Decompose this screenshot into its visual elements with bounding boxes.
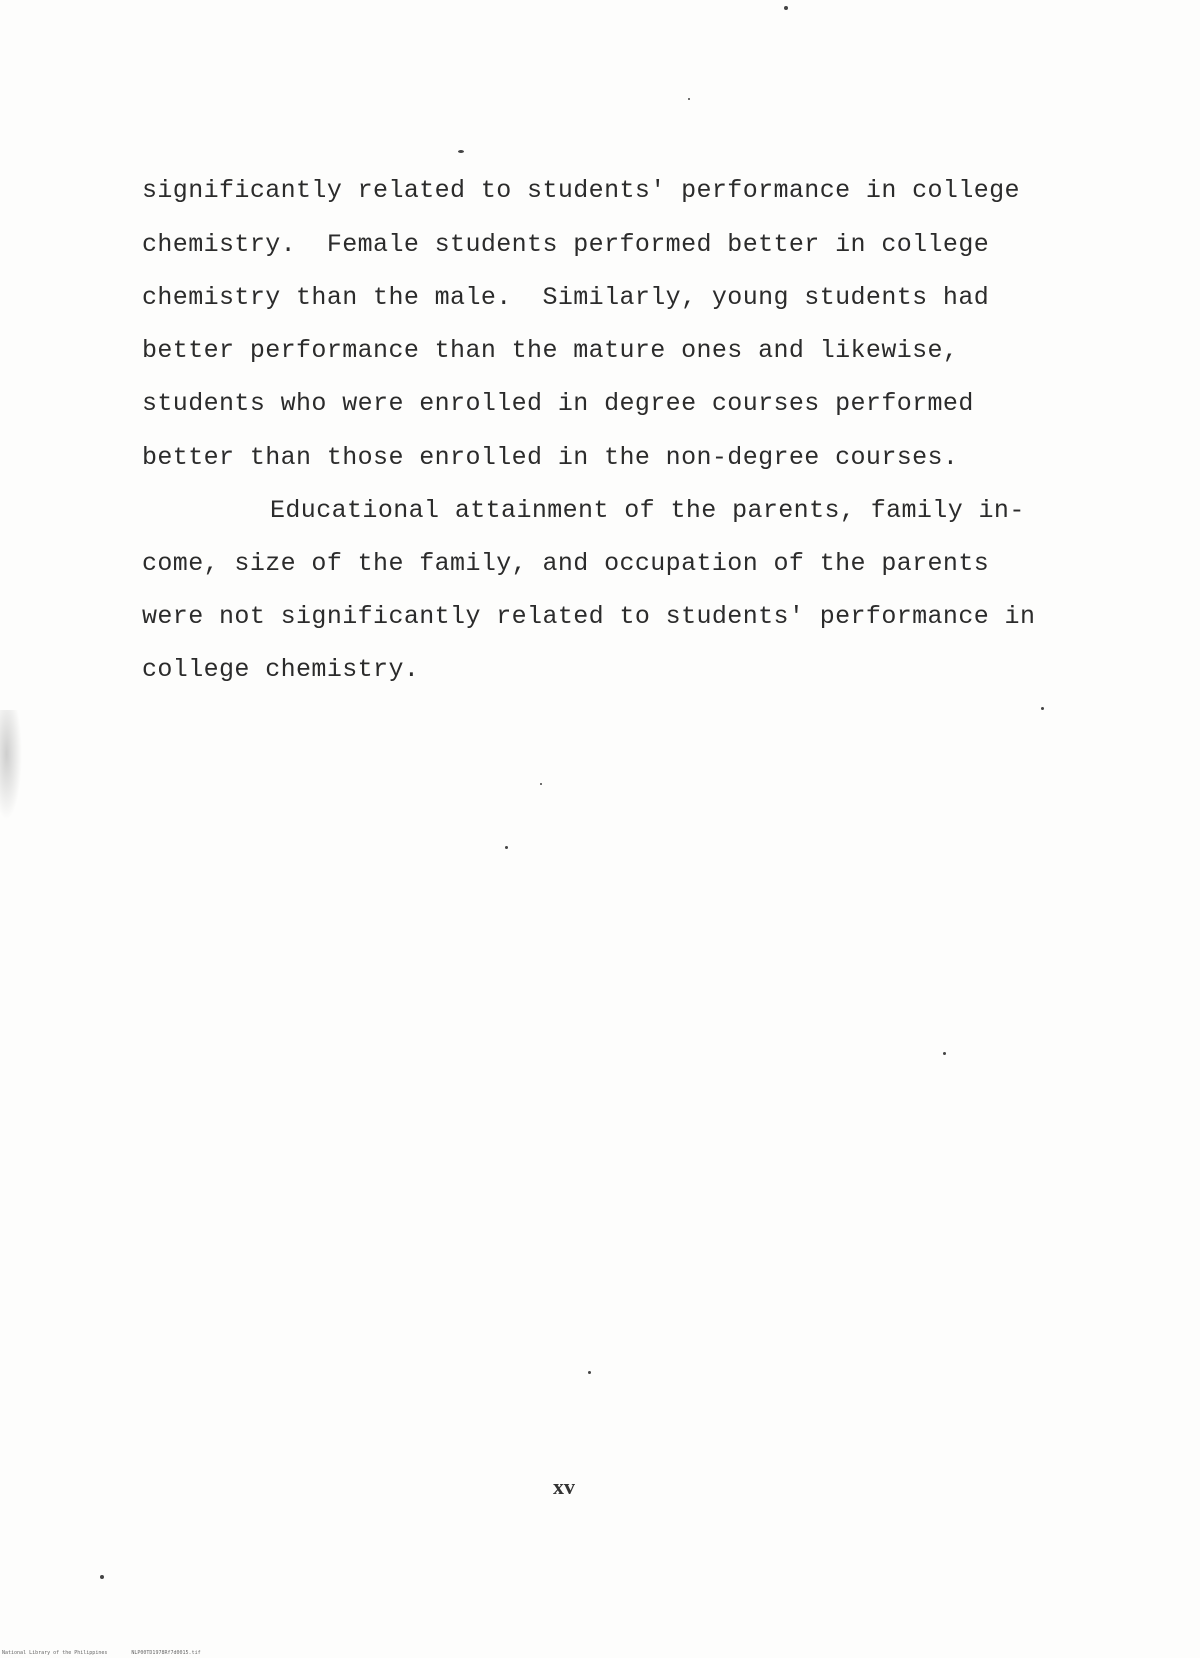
scan-speck <box>943 1052 946 1055</box>
footer-file-id: NLP00TD1978Rf7d0015.tif <box>131 1650 201 1656</box>
margin-smudge <box>0 710 22 820</box>
scan-speck <box>505 846 508 849</box>
body-line-6: better than those enrolled in the non-degree courses. <box>142 443 959 472</box>
body-line-10: college chemistry. <box>142 655 420 684</box>
scan-speck <box>540 783 542 785</box>
body-line-8: come, size of the family, and occupation of the parents <box>142 549 990 578</box>
scan-speck <box>1041 707 1044 710</box>
body-line-3: chemistry than the male. Similarly, young students had <box>142 283 990 312</box>
body-line-1: significantly related to students' performance in college <box>142 176 1020 205</box>
scan-speck <box>100 1575 104 1579</box>
page-number: xv <box>553 1474 575 1499</box>
body-line-5: students who were enrolled in degree courses performed <box>142 389 974 418</box>
body-line-4: better performance than the mature ones and likewise, <box>142 336 959 365</box>
scan-speck <box>784 6 788 10</box>
body-line-2: chemistry. Female students performed better in college <box>142 230 990 259</box>
footer-library: National Library of the Philippines <box>2 1650 108 1656</box>
scan-footer <box>2 1650 201 1656</box>
body-line-9: were not significantly related to students' performance in <box>142 602 1036 631</box>
scan-speck <box>458 150 464 153</box>
body-line-7: Educational attainment of the parents, family in- <box>270 496 1025 525</box>
scan-speck <box>688 98 690 100</box>
scan-speck <box>588 1371 591 1374</box>
